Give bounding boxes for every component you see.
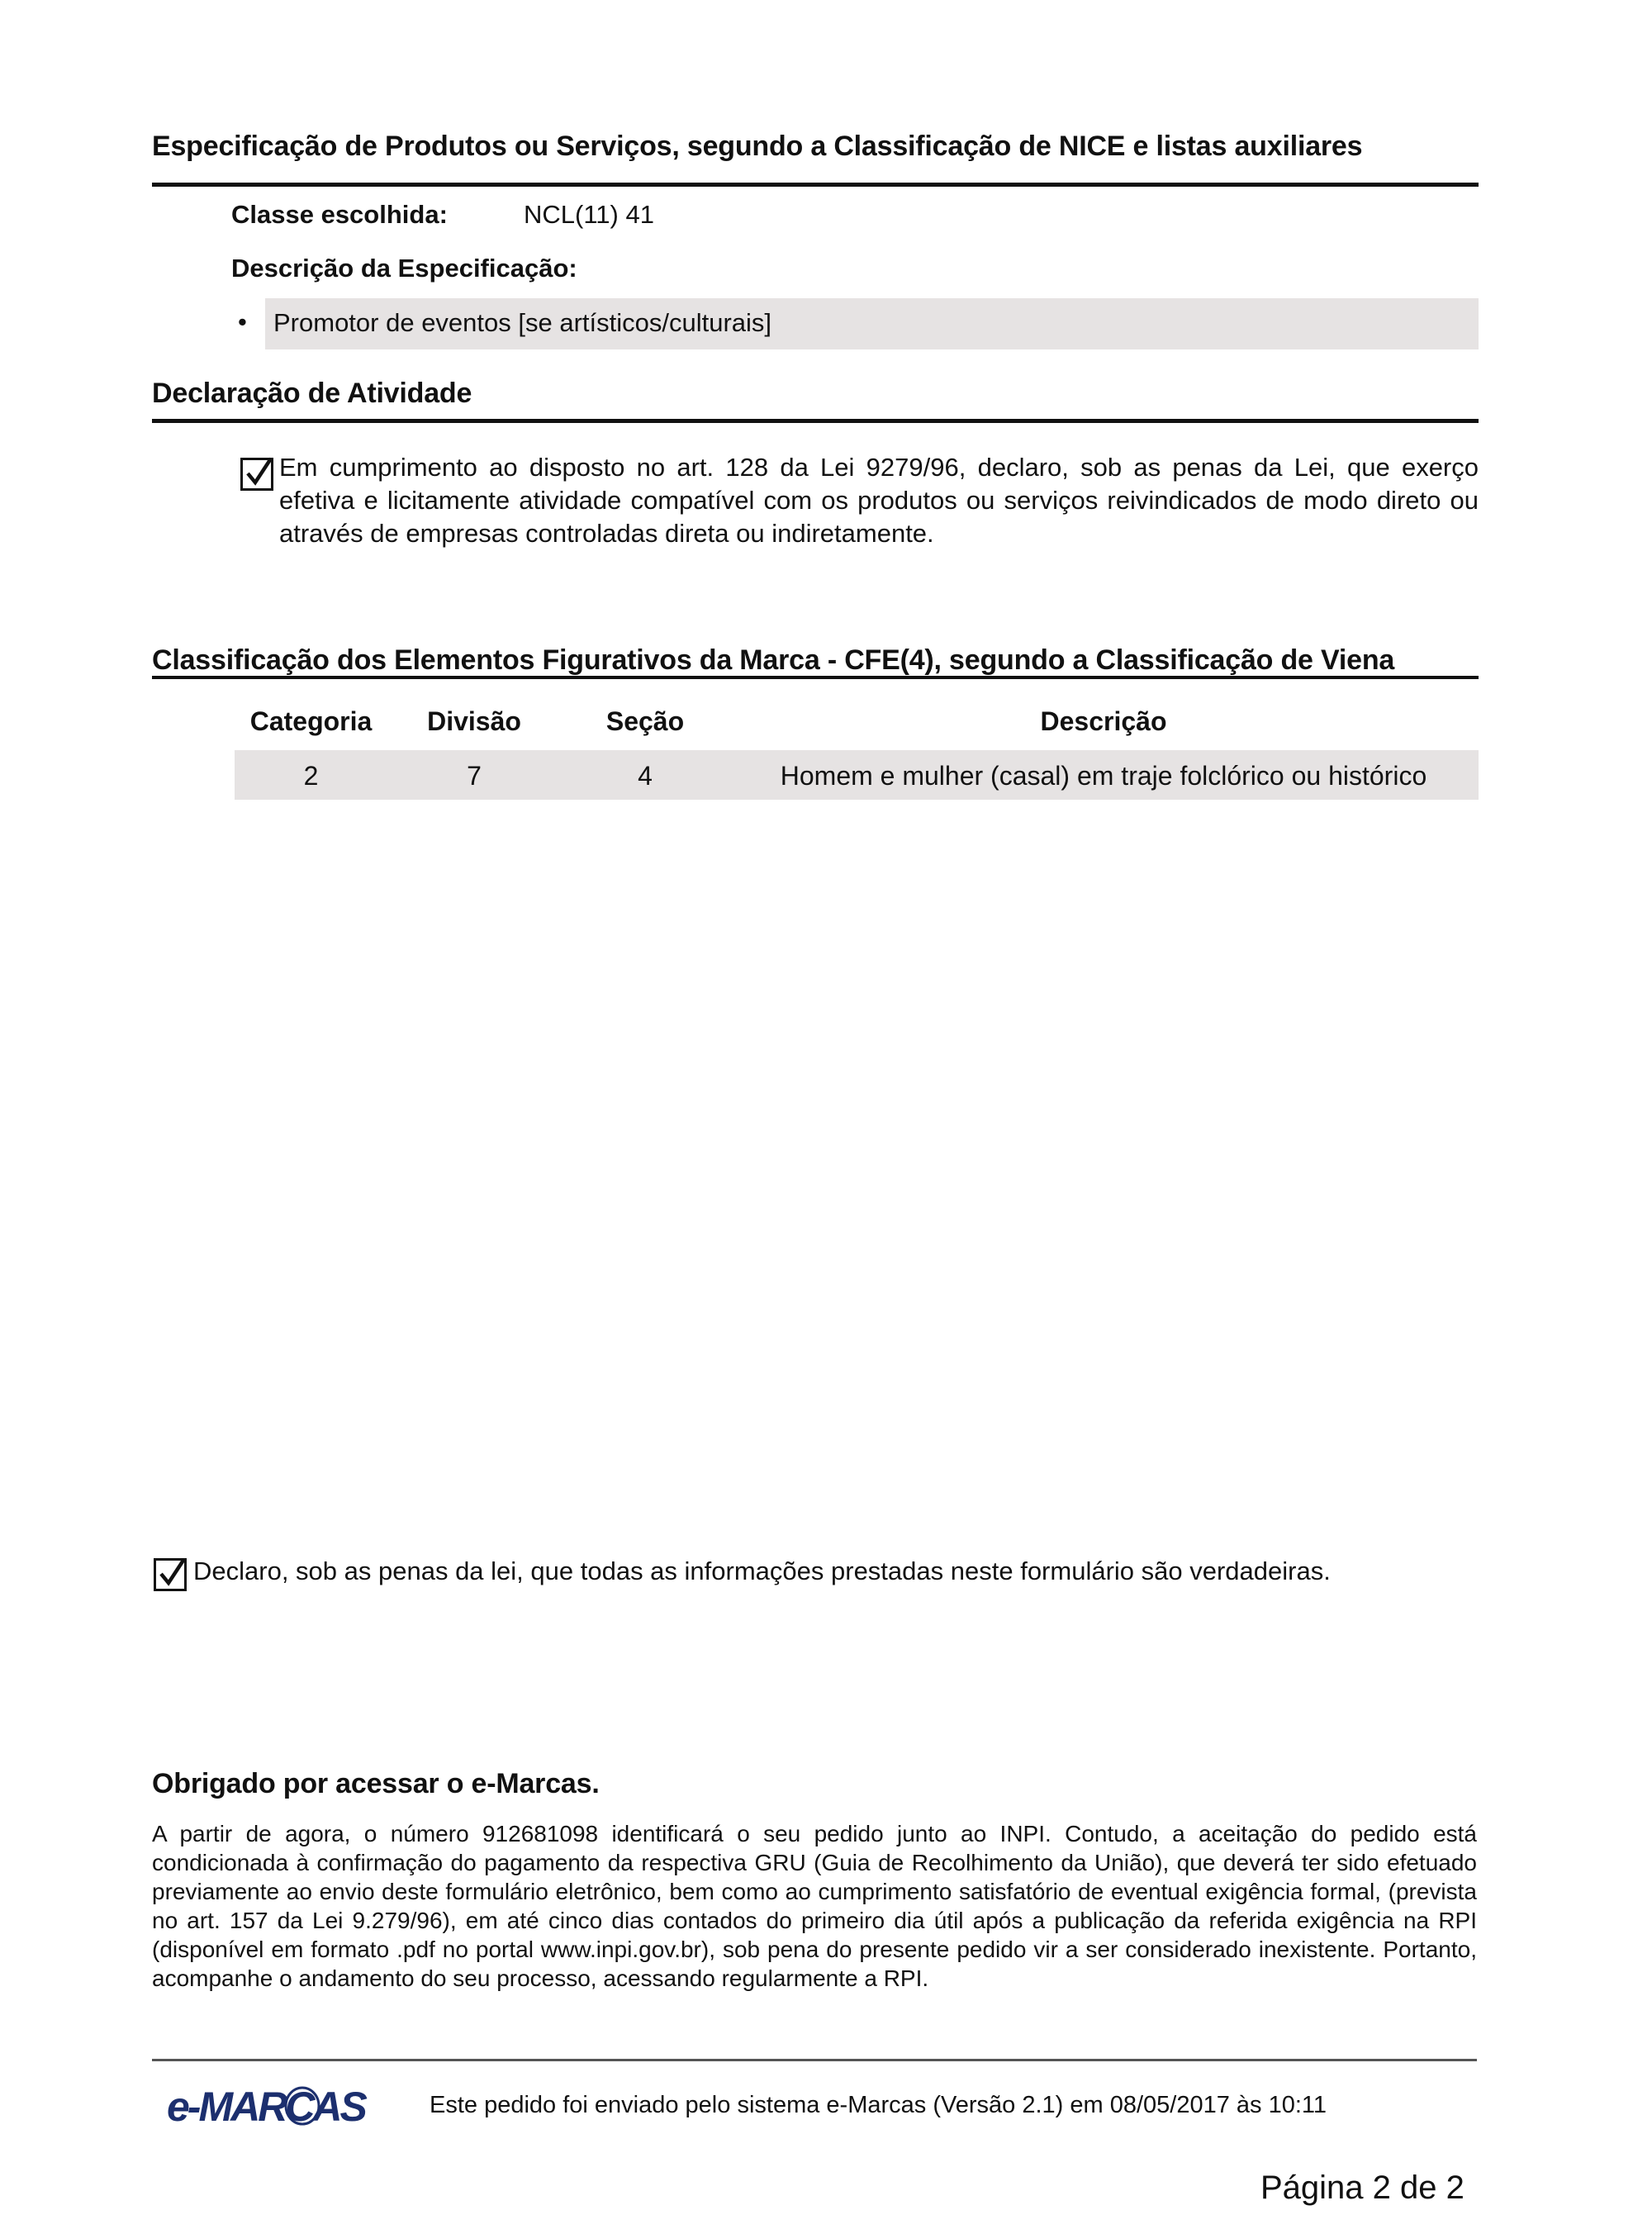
thanks-heading: Obrigado por acessar o e-Marcas. [152,1768,600,1799]
svg-text:e-MARCAS: e-MARCAS [167,2084,365,2128]
activity-checkbox[interactable] [240,458,273,491]
checkmark-icon [158,1556,188,1589]
cell-divisao: 7 [467,761,482,791]
col-header-categoria: Categoria [249,706,373,736]
description-label: Descrição da Especificação: [231,254,577,283]
cfe-heading: Classificação dos Elementos Figurativos da Marca - CFE(4), segundo a Classificação de Viena [152,644,1395,676]
bullet-icon: • [238,307,247,336]
page-number: Página 2 de 2 [1260,2170,1464,2206]
spec-heading: Especificação de Produtos ou Serviços, segundo a Classificação de NICE e listas auxiliares [152,131,1363,162]
declaration-checkbox[interactable] [154,1558,187,1591]
thanks-text: A partir de agora, o número 912681098 identificará o seu pedido junto ao INPI. Contudo, a aceitação do pedido está condicionada à confirmação do pagamento da respectiva GRU (Guia de Recolhimento da União), que deverá ter sido efetuado previamente ao envio deste formulário eletrônico, bem como ao cumprimento satisfatório de eventual exigência formal, (prevista no art. 157 da Lei 9.279/96), em até cinco dias contados do primeiro dia útil após a publicação da referida exigência na RPI (disponível em formato .pdf no portal www.inpi.gov.br), sob pena do presente pedido vir a ser considerado inexistente. Portanto, acompanhe o andamento do seu processo, acessando regularmente a RPI. [152,1821,1477,1991]
cell-descricao: Homem e mulher (casal) em traje folclórico ou histórico [780,761,1427,791]
col-header-secao: Seção [605,706,685,736]
activity-divider [152,419,1479,423]
declaration-text: Declaro, sob as penas da lei, que todas as informações prestadas neste formulário são verdadeiras. [193,1556,1331,1585]
table-row [235,750,1479,800]
footer-divider [152,2059,1477,2061]
class-value: NCL(11) 41 [524,200,654,229]
emarcas-logo [165,2084,410,2132]
cell-categoria: 2 [303,761,319,791]
col-header-descricao: Descrição [1040,706,1167,736]
emarcas-logo-icon [165,2084,410,2128]
checkmark-icon [244,455,274,488]
spec-divider [152,183,1479,187]
cfe-divider [152,676,1479,679]
activity-text: Em cumprimento ao disposto no art. 128 da Lei 9279/96, declaro, sob as penas da Lei, que exerço efetiva e licitamente atividade compatível com os produtos ou serviços reivindicados de modo direto ou através de empresas controladas direta ou indiretamente. [279,453,1479,548]
col-header-divisao: Divisão [427,706,521,736]
activity-heading: Declaração de Atividade [152,378,472,409]
footer-sent-text: Este pedido foi enviado pelo sistema e-Marcas (Versão 2.1) em 08/05/2017 às 10:11 [430,2092,1327,2118]
spec-item-text: Promotor de eventos [se artísticos/culturais] [273,308,772,337]
spec-item-row [265,298,1479,349]
cell-secao: 4 [638,761,653,791]
class-label: Classe escolhida: [231,200,448,229]
